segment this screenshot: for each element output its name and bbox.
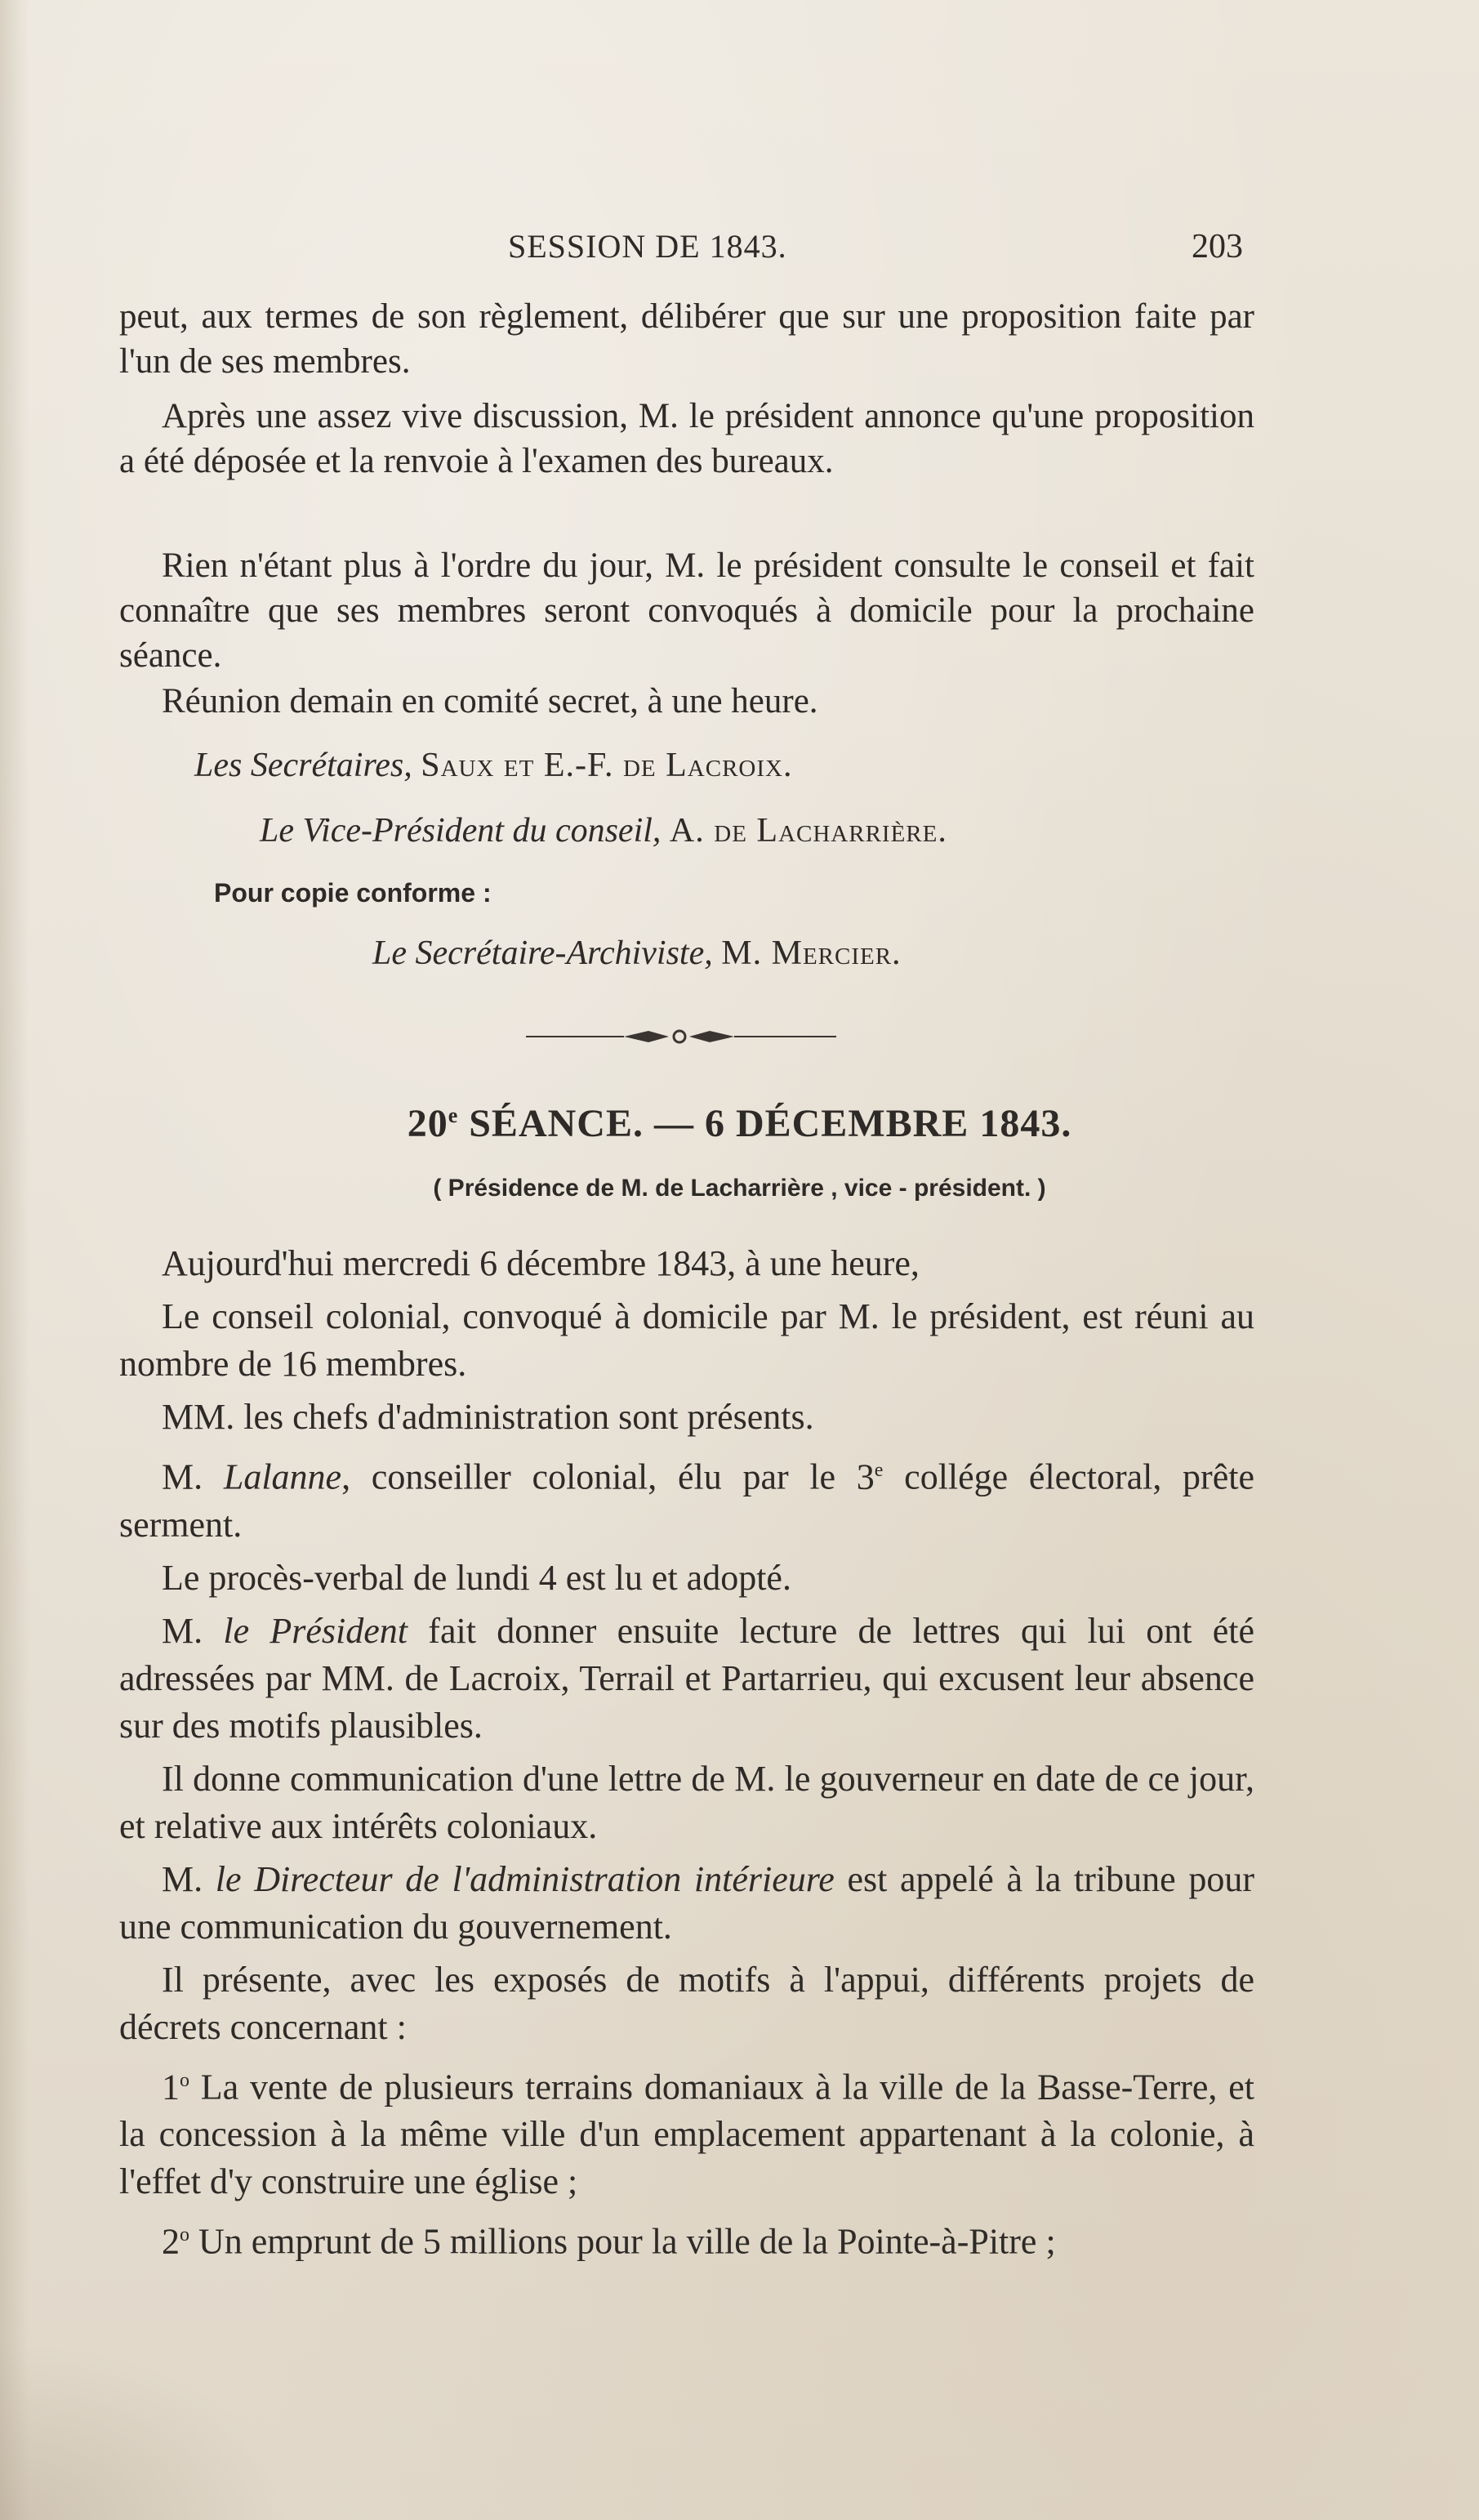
paragraph-serment [119,1447,1254,1549]
p4-suffix: collége électoral, prête serment. [119,1456,1254,1545]
presidence-note: ( Présidence de M. de Lacharrière , vice - président. ) [433,1175,1046,1202]
paragraph-lettres [119,1608,1254,1750]
item1-superscript: o [180,2069,189,2091]
paragraph-conseil-reuni: Le conseil colonial, convoqué à domicile par M. le président, est réuni au nombre de 16 membres. [119,1296,1254,1384]
paragraph-gouverneur: Il donne communication d'une lettre de M. le gouverneur en date de ce jour, et relative aux intérêts coloniaux. [119,1758,1254,1846]
vice-president-title: Le Vice-Président du conseil, [260,812,662,850]
page-edge-shadow [0,0,29,2520]
page-number: 203 [1192,228,1243,265]
secretaires-title: Les Secrétaires, [194,747,412,784]
item2-superscript: o [180,2224,189,2246]
signature-vice-president [260,809,947,854]
seance-number: 20 [407,1102,448,1145]
archiviste-title: Le Secrétaire-Archiviste, [372,934,713,972]
item1-number: 1 [162,2067,180,2107]
page-header [508,222,1243,271]
p8-suffix: est appelé à la tribune pour une communication du gouvernement. [119,1858,1254,1947]
seance-number-suffix: e [448,1104,459,1127]
directeur-name: le Directeur de l'administration intérieure [215,1858,835,1899]
lalanne-name: Lalanne [223,1456,342,1497]
p4-prefix: M. [162,1456,224,1497]
list-item-vente [119,2057,1254,2206]
p8-prefix: M. [162,1858,216,1899]
paragraph-directeur [119,1856,1254,1951]
running-head: SESSION DE 1843. [508,228,787,265]
seance-title-rest: SÉANCE. — 6 DÉCEMBRE 1843. [458,1102,1072,1145]
p6-prefix: M. [162,1610,224,1651]
paragraph-chefs-administration: MM. les chefs d'administration sont présents. [162,1397,814,1437]
p6-suffix: fait donner ensuite lecture de lettres qui lui ont été adressées par MM. de Lacroix, Terrail et Partarrieu, qui excusent leur absence sur des motifs plausibles. [119,1610,1255,1746]
pour-copie-conforme: Pour copie conforme : [214,878,492,908]
seance-body [119,1240,1254,2272]
paragraph-ordre-du-jour: Rien n'étant plus à l'ordre du jour, M. le président consulte le conseil et fait connaître que ses membres seront convoqués à domicile pour la prochaine séance. [119,546,1254,675]
item2-text: Un emprunt de 5 millions pour la ville de la Pointe-à-Pitre ; [189,2221,1056,2262]
signature-secretaires [194,743,792,788]
vice-president-name: A. de Lacharrière. [669,812,947,850]
paragraph-opening: Aujourd'hui mercredi 6 décembre 1843, à une heure, [162,1243,920,1283]
secretaires-names: Saux et E.-F. de Lacroix. [421,747,793,784]
p4-middle: , conseiller colonial, élu par le 3 [341,1456,875,1497]
item2-number: 2 [162,2221,180,2262]
divider-ornament-icon [526,1024,836,1049]
paragraph-continuation: peut, aux termes de son règlement, délibérer que sur une proposition faite par l'un de ses membres. [119,297,1254,381]
president-name: le Président [223,1610,408,1651]
archiviste-name: M. Mercier. [721,934,902,972]
item1-text: La vente de plusieurs terrains domaniaux à la ville de la Basse-Terre, et la concession à la même ville d'un emplacement appartenant à la colonie, à l'effet d'y construire une église ; [119,2067,1254,2202]
seance-title [0,1090,1479,1150]
paragraph-discussion: Après une assez vive discussion, M. le président annonce qu'une proposition a été déposée et la renvoie à l'examen des bureaux. [119,397,1254,480]
paragraph-projets-decrets: Il présente, avec les exposés de motifs à l'appui, différents projets de décrets concernant : [119,1959,1254,2047]
signature-archiviste [372,931,902,976]
list-item-emprunt [119,2211,1254,2266]
paragraph-proces-verbal: Le procès-verbal de lundi 4 est lu et adopté. [162,1557,791,1598]
paragraph-reunion: Réunion demain en comité secret, à une heure. [162,682,818,720]
page-corner-stain [0,2340,294,2520]
p4-superscript: e [874,1460,884,1481]
